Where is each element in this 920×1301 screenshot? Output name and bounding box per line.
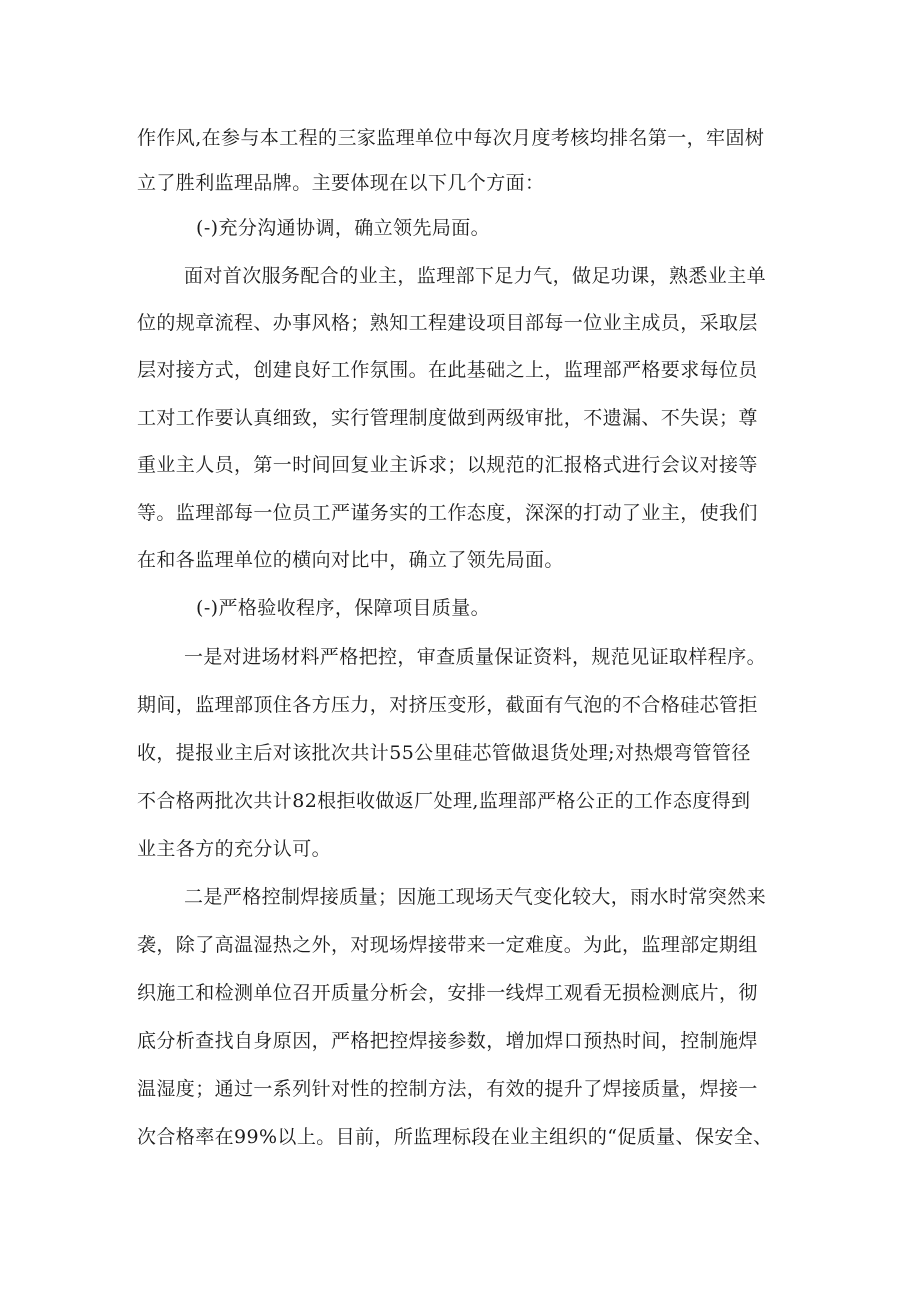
section-heading: (-)严格验收程序，保障项目质量。 <box>196 597 491 619</box>
text-line: 温湿度；通过一系列针对性的控制方法，有效的提升了焊接质量，焊接一 <box>137 1078 758 1100</box>
section-heading: (-)充分沟通协调，确立领先局面。 <box>196 217 491 239</box>
text-line: 期间，监理部顶住各方压力，对挤压变形，截面有气泡的不合格硅芯管拒 <box>137 694 758 716</box>
text-line: 面对首次服务配合的业主，监理部下足力气，做足功课，熟悉业主单 <box>184 265 767 287</box>
text-line: 收，提报业主后对该批次共计55公里硅芯管做退货处理;对热煨弯管管径 <box>137 742 751 764</box>
text-line: 等。监理部每一位员工严谨务实的工作态度，深深的打动了业主，使我们 <box>137 502 758 524</box>
text-line: 层对接方式，创建良好工作氛围。在此基础之上，监理部严格要求每位员 <box>137 359 758 381</box>
text-line: 在和各监理单位的横向对比中，确立了领先局面。 <box>137 549 564 571</box>
text-line: 二是严格控制焊接质量；因施工现场天气变化较大，雨水时常突然来 <box>184 886 767 908</box>
text-line: 重业主人员，第一时间回复业主诉求；以规范的汇报格式进行会议对接等 <box>137 454 758 476</box>
text-line: 袭，除了高温湿热之外，对现场焊接带来一定难度。为此，监理部定期组 <box>137 934 758 956</box>
text-line: 立了胜利监理品牌。主要体现在以下几个方面： <box>137 172 545 194</box>
text-line: 工对工作要认真细致，实行管理制度做到两级审批，不遗漏、不失误；尊 <box>137 407 758 429</box>
text-line: 底分析查找自身原因，严格把控焊接参数，增加焊口预热时间，控制施焊 <box>137 1030 758 1052</box>
text-line: 业主各方的充分认可。 <box>137 838 332 860</box>
text-line: 织施工和检测单位召开质量分析会，安排一线焊工观看无损检测底片，彻 <box>137 982 758 1004</box>
text-line: 一是对进场材料严格把控，审查质量保证资料，规范见证取样程序。 <box>184 646 767 668</box>
text-line: 次合格率在99%以上。目前，所监理标段在业主组织的“促质量、保安全、 <box>137 1126 773 1148</box>
text-line: 作作风,在参与本工程的三家监理单位中每次月度考核均排名第一，牢固树 <box>137 127 765 149</box>
text-line: 位的规章流程、办事风格；熟知工程建设项目部每一位业主成员，采取层 <box>137 312 758 334</box>
text-line: 不合格两批次共计82根拒收做返厂处理,监理部严格公正的工作态度得到 <box>137 790 751 812</box>
